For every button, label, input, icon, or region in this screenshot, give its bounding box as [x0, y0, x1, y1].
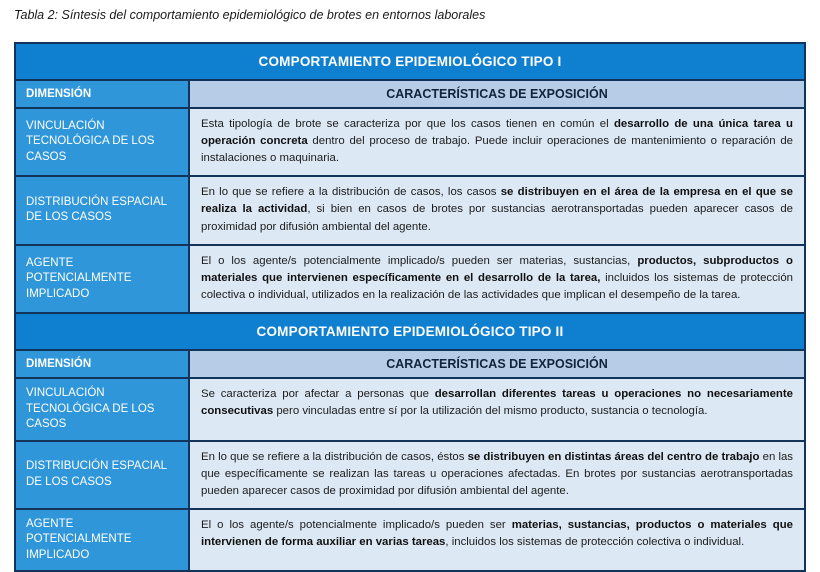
epidemiology-table: [14, 42, 806, 572]
content-text: pero vinculadas entre sí por la utilización del mismo producto, sustancia o tecnología.: [273, 405, 708, 418]
content-cell: [190, 379, 804, 440]
content-text-bold: productos, subproductos o materiales que intervienen específicamente en el desarrollo de la tarea,: [201, 254, 793, 284]
table-row: [16, 177, 804, 243]
column-header-row: [16, 81, 804, 107]
content-text-bold: materias, sustancias, productos o materiales que intervienen de forma auxiliar en varias tareas: [201, 518, 793, 548]
section-tipo-2: [16, 314, 804, 570]
content-text-bold: desarrollo de una única tarea u operación concreta: [201, 118, 793, 148]
content-text: , incluidos los sistemas de protección colectiva o individual.: [445, 535, 745, 548]
content-text: Se caracteriza por afectar a personas que: [201, 387, 435, 400]
table-caption: Tabla 2: Síntesis del comportamiento epidemiológico de brotes en entornos laborales: [14, 8, 486, 22]
content-text: , si bien en casos de brotes por sustancias aerotransportadas pueden aparecer casos de proximidad por difusión ambiental del agente.: [201, 203, 793, 233]
content-text: En lo que se refiere a la distribución de casos, éstos: [201, 450, 468, 463]
dimension-cell: AGENTE POTENCIALMENTE IMPLICADO: [16, 510, 188, 571]
section-title: COMPORTAMIENTO EPIDEMIOLÓGICO TIPO II: [16, 314, 804, 349]
content-cell: [190, 442, 804, 508]
content-text: en las que específicamente se realizan las tareas u operaciones afectadas. En brotes por sustancias aerotransportadas pueden aparecer casos de proximidad por difusión ambiental del agente.: [201, 450, 794, 497]
table-row: [16, 510, 804, 571]
dimension-cell: DISTRIBUCIÓN ESPACIAL DE LOS CASOS: [16, 177, 188, 243]
table-row: [16, 442, 804, 508]
content-text-bold: se distribuyen en distintas áreas del centro de trabajo: [467, 450, 760, 463]
content-text: El o los agente/s potencialmente implicado/s pueden ser materias, sustancias,: [201, 254, 638, 267]
table-row: [16, 379, 804, 440]
content-text: En lo que se refiere a la distribución de casos, los casos: [201, 186, 501, 199]
section-title: COMPORTAMIENTO EPIDEMIOLÓGICO TIPO I: [16, 44, 804, 79]
column-header-dimension: DIMENSIÓN: [16, 81, 188, 107]
content-cell: [190, 109, 804, 175]
content-text-bold: se distribuyen en el área de la empresa en el que se realiza la actividad: [201, 186, 794, 216]
column-header-caracteristicas: CARACTERÍSTICAS DE EXPOSICIÓN: [190, 81, 804, 107]
column-header-caracteristicas: CARACTERÍSTICAS DE EXPOSICIÓN: [190, 351, 804, 377]
content-text: El o los agente/s potencialmente implicado/s pueden ser: [201, 518, 512, 531]
content-cell: [190, 246, 804, 312]
content-cell: [190, 177, 804, 243]
table-row: [16, 109, 804, 175]
content-text: incluidos los sistemas de protección colectiva o individual, utilizados en la realización de las actividades que implican el desempeño de la tarea.: [201, 271, 793, 301]
dimension-cell: AGENTE POTENCIALMENTE IMPLICADO: [16, 246, 188, 312]
content-text: Esta tipología de brote se caracteriza por que los casos tienen en común el: [201, 118, 614, 130]
dimension-cell: VINCULACIÓN TECNOLÓGICA DE LOS CASOS: [16, 379, 188, 440]
table-row: [16, 246, 804, 312]
dimension-cell: VINCULACIÓN TECNOLÓGICA DE LOS CASOS: [16, 109, 188, 175]
column-header-dimension: DIMENSIÓN: [16, 351, 188, 377]
content-text-bold: desarrollan diferentes tareas u operaciones no necesariamente consecutivas: [201, 387, 793, 418]
column-header-row: [16, 351, 804, 377]
dimension-cell: DISTRIBUCIÓN ESPACIAL DE LOS CASOS: [16, 442, 188, 508]
content-cell: [190, 510, 804, 571]
section-tipo-1: [16, 44, 804, 312]
content-text: dentro del proceso de trabajo. Puede incluir operaciones de mantenimiento o reparación de instalaciones o maquinaria.: [201, 135, 793, 165]
